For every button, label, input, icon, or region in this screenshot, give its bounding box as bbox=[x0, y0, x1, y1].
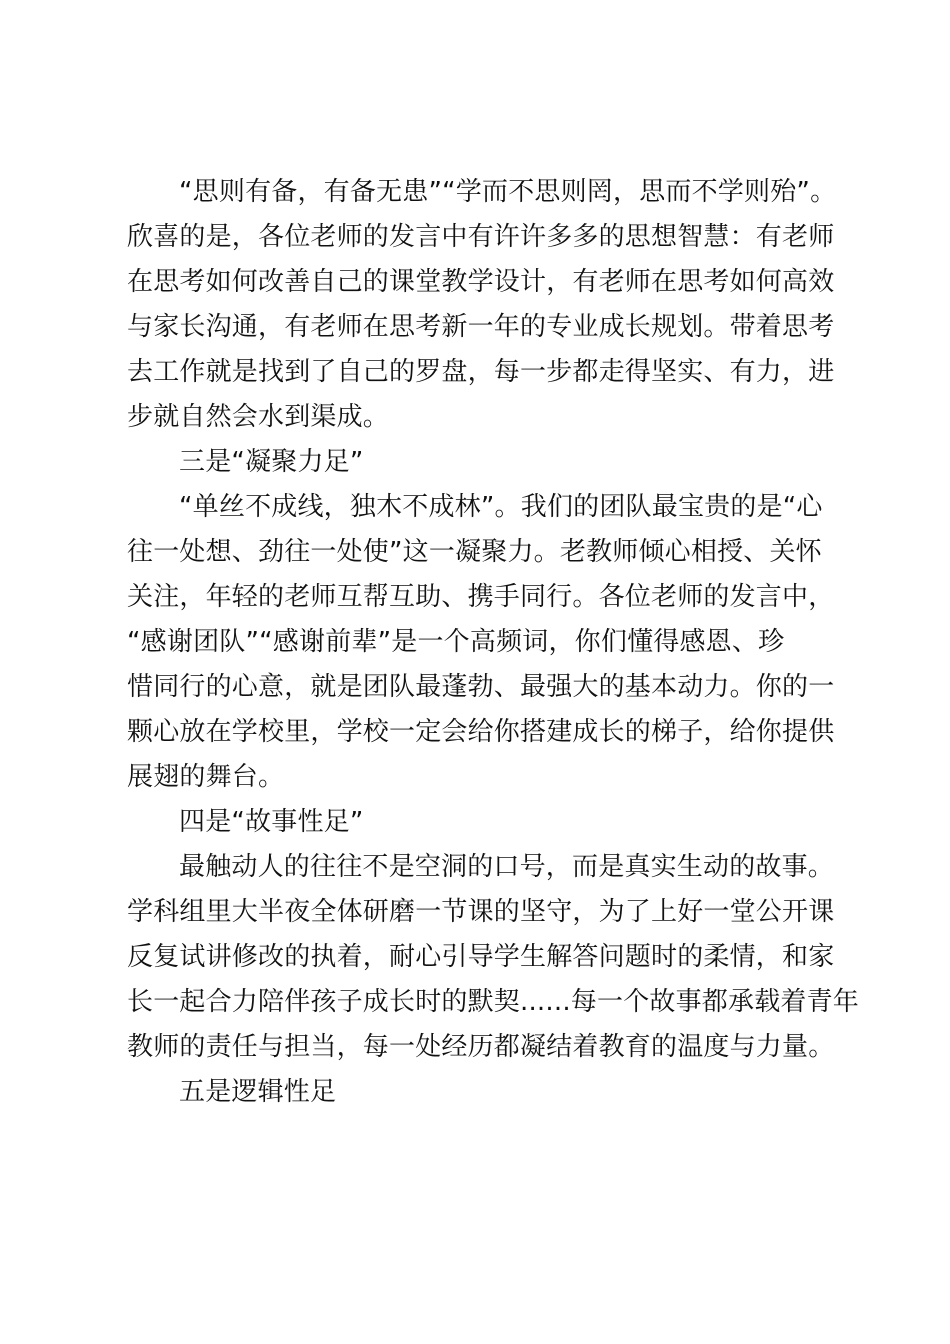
paragraph-line: 欣喜的是，各位老师的发言中有许许多多的思想智慧：有老师 bbox=[127, 222, 835, 252]
paragraph-line: “单丝不成线，独木不成林”。我们的团队最宝贵的是“心 bbox=[179, 492, 823, 522]
section-heading: 五是逻辑性足 bbox=[179, 1077, 337, 1107]
section-heading: 三是“凝聚力足” bbox=[179, 447, 364, 477]
paragraph-line: 在思考如何改善自己的课堂教学设计，有老师在思考如何高效 bbox=[127, 267, 835, 297]
paragraph-line: “感谢团队”“感谢前辈”是一个高频词，你们懂得感恩、珍 bbox=[127, 627, 785, 657]
document-body bbox=[127, 170, 859, 1115]
paragraph-line: 长一起合力陪伴孩子成长时的默契......每一个故事都承载着青年 bbox=[127, 987, 859, 1017]
paragraph-line: 反复试讲修改的执着，耐心引导学生解答问题时的柔情，和家 bbox=[127, 942, 835, 972]
paragraph-line: 展翅的舞台。 bbox=[127, 762, 285, 792]
paragraph-line: 步就自然会水到渠成。 bbox=[127, 402, 390, 432]
paragraph-line: 往一处想、劲往一处使”这一凝聚力。老教师倾心相授、关怀 bbox=[127, 537, 822, 567]
paragraph-line: “思则有备，有备无患”“学而不思则罔，思而不学则殆”。 bbox=[179, 177, 837, 207]
paragraph-line: 教师的责任与担当，每一处经历都凝结着教育的温度与力量。 bbox=[127, 1032, 835, 1062]
paragraph-line: 惜同行的心意，就是团队最蓬勃、最强大的基本动力。你的一 bbox=[127, 672, 835, 702]
paragraph-line: 去工作就是找到了自己的罗盘，每一步都走得坚实、有力，进 bbox=[127, 357, 835, 387]
paragraph-line: 颗心放在学校里，学校一定会给你搭建成长的梯子，给你提供 bbox=[127, 717, 835, 747]
section-heading: 四是“故事性足” bbox=[179, 807, 364, 837]
paragraph-line: 关注，年轻的老师互帮互助、携手同行。各位老师的发言中， bbox=[127, 582, 835, 612]
paragraph-line: 学科组里大半夜全体研磨一节课的坚守，为了上好一堂公开课 bbox=[127, 897, 835, 927]
paragraph-line: 与家长沟通，有老师在思考新一年的专业成长规划。带着思考 bbox=[127, 312, 835, 342]
paragraph-line: 最触动人的往往不是空洞的口号，而是真实生动的故事。 bbox=[179, 852, 835, 882]
